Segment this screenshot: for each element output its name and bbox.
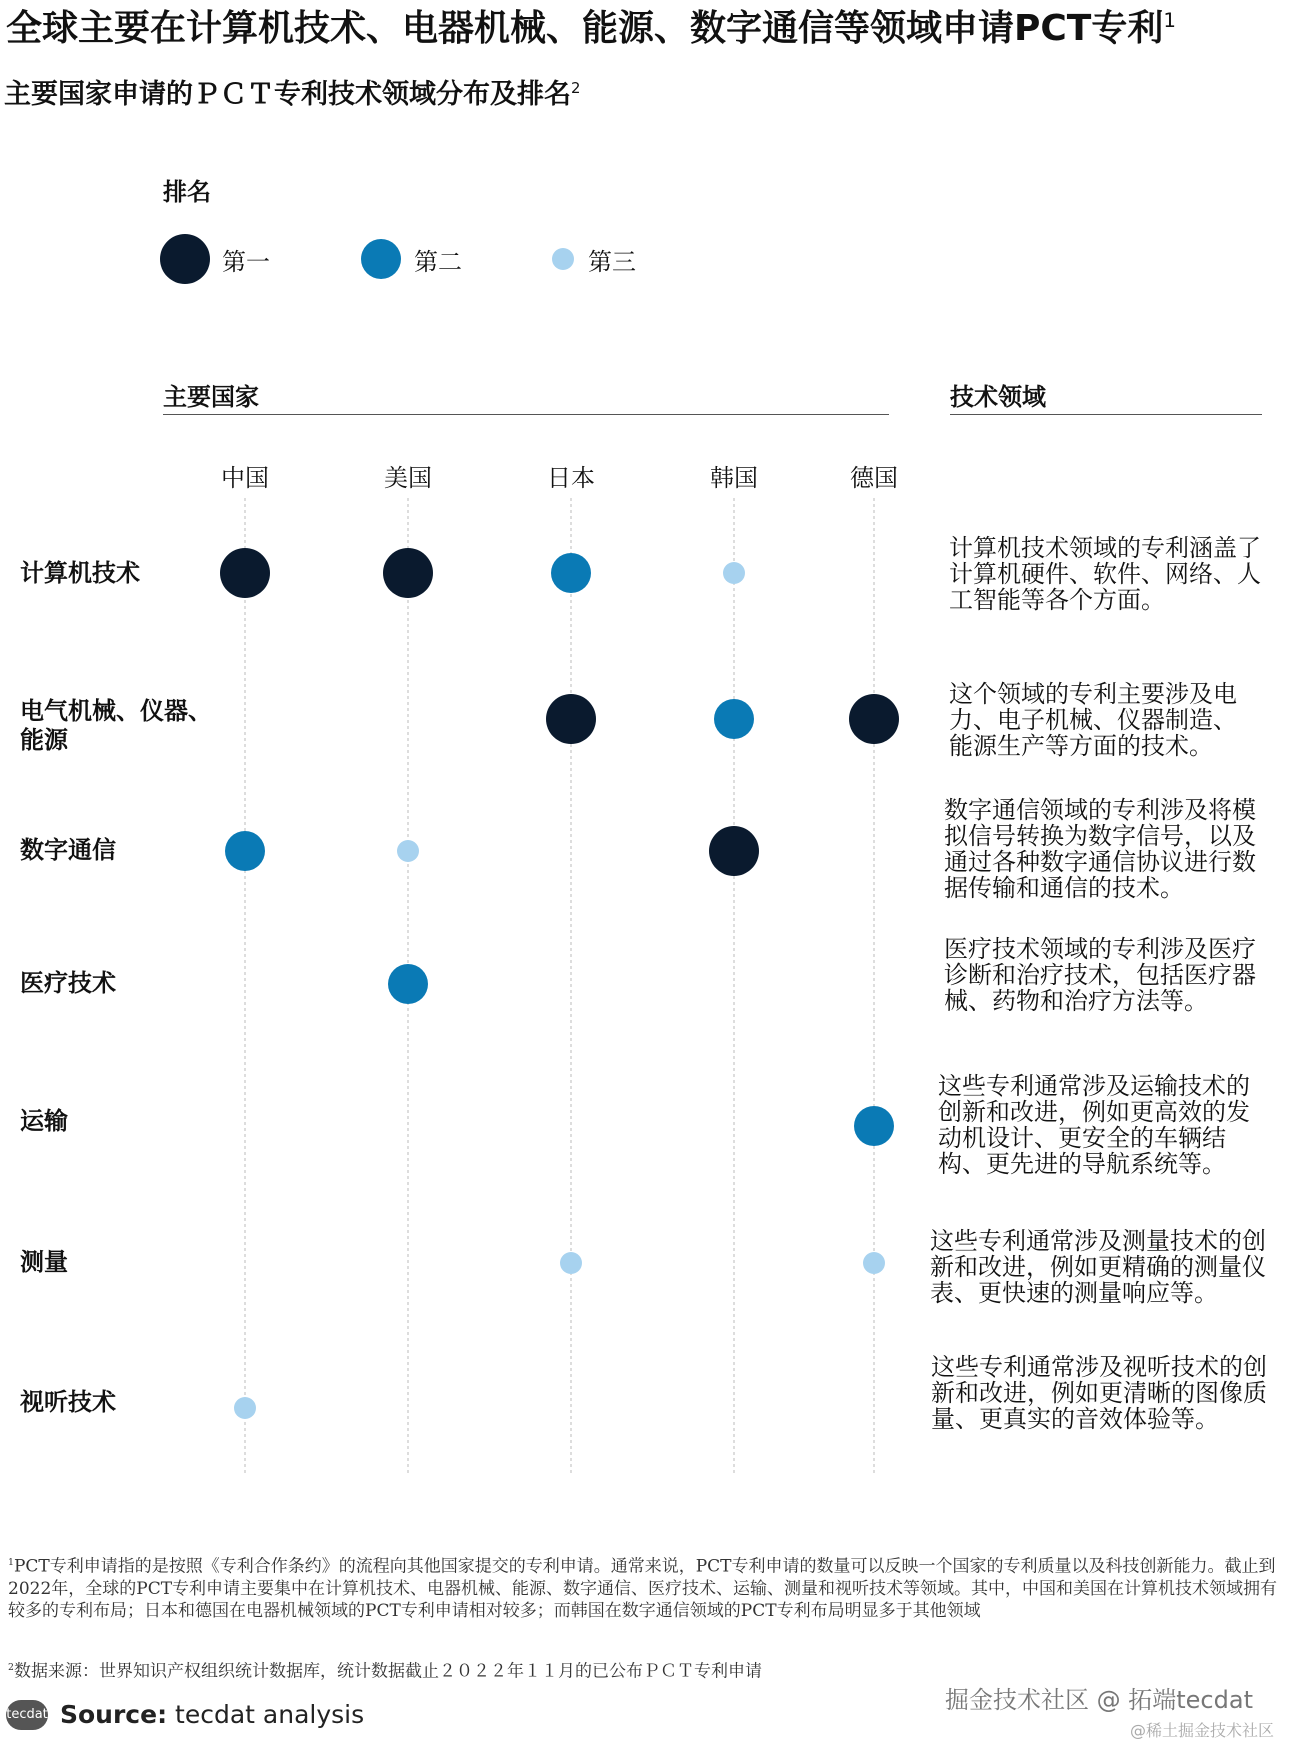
rank-dot bbox=[220, 548, 270, 598]
title-footnote-mark: 1 bbox=[1163, 9, 1176, 32]
desc-line: 医疗技术领域的专利涉及医疗 bbox=[944, 935, 1256, 963]
watermark-small: @稀土掘金技术社区 bbox=[1130, 1721, 1275, 1740]
footnote-2-mark: 2 bbox=[8, 1662, 14, 1673]
desc-line: 力、电子机械、仪器制造、 bbox=[949, 706, 1237, 734]
desc-line: 这个领域的专利主要涉及电 bbox=[949, 680, 1237, 708]
rank-dot bbox=[383, 548, 433, 598]
source-line bbox=[60, 1700, 364, 1729]
desc-line: 这些专利通常涉及视听技术的创 bbox=[931, 1353, 1267, 1381]
footnote-1 bbox=[8, 1552, 1288, 1622]
tecdat-logo: tecdat bbox=[6, 1700, 48, 1730]
desc-line: 据传输和通信的技术。 bbox=[944, 874, 1184, 902]
footnote-2 bbox=[8, 1657, 1288, 1683]
countries-header: 主要国家 bbox=[163, 383, 259, 411]
desc-line: 量、更真实的音效体验等。 bbox=[931, 1405, 1219, 1433]
country-label-germany: 德国 bbox=[850, 464, 898, 492]
rank-dot bbox=[709, 826, 759, 876]
footnote-1-text: PCT专利申请指的是按照《专利合作条约》的流程向其他国家提交的专利申请。通常来说，PCT专利申请的数量可以反映一个国家的专利质量以及科技创新能力。截止到2022年，全球的PCT专利申请主要集中在计算机技术、电器机械、能源、数字通信、医疗技术、运输、测量和视听技术等领域。其中，中国和美国在计算机技术领域拥有较多的专利布局；日本和德国在电器机械领域的PCT专利申请相对较多；而韩国在数字通信领域的PCT专利布局明显多于其他领域 bbox=[8, 1556, 1278, 1621]
legend-label-first: 第一 bbox=[222, 248, 270, 276]
rank-dot bbox=[225, 831, 265, 871]
desc-line: 这些专利通常涉及测量技术的创 bbox=[930, 1227, 1266, 1255]
desc-line: 这些专利通常涉及运输技术的 bbox=[938, 1072, 1250, 1100]
rank-dot bbox=[863, 1252, 885, 1274]
desc-line: 通过各种数字通信协议进行数 bbox=[944, 848, 1256, 876]
fields-header: 技术领域 bbox=[950, 383, 1046, 411]
desc-line: 表、更快速的测量响应等。 bbox=[930, 1279, 1218, 1307]
subtitle-footnote-mark: 2 bbox=[571, 79, 581, 97]
desc-line: 能源生产等方面的技术。 bbox=[949, 732, 1213, 760]
row-label-medical-tech: 医疗技术 bbox=[20, 969, 116, 997]
country-label-usa: 美国 bbox=[384, 464, 432, 492]
row-label-transport: 运输 bbox=[20, 1107, 68, 1135]
legend-title: 排名 bbox=[163, 178, 211, 206]
footnote-1-mark: 1 bbox=[8, 1557, 14, 1568]
legend-dot-rank-2 bbox=[361, 239, 401, 279]
source-label: Source: bbox=[60, 1700, 168, 1729]
legend-label-third: 第三 bbox=[588, 248, 636, 276]
country-label-japan: 日本 bbox=[547, 464, 595, 492]
rank-dot bbox=[714, 699, 754, 739]
watermark-main: 掘金技术社区 @ 拓端tecdat bbox=[945, 1686, 1253, 1714]
desc-line: 新和改进，例如更清晰的图像质 bbox=[931, 1379, 1267, 1407]
chart-subtitle: 主要国家申请的ＰＣＴ专利技术领域分布及排名$^2$ bbox=[4, 79, 581, 110]
desc-line: 动机设计、更安全的车辆结 bbox=[938, 1124, 1226, 1152]
rank-dot bbox=[560, 1252, 582, 1274]
desc-line: 工智能等各个方面。 bbox=[949, 586, 1165, 614]
country-label-korea: 韩国 bbox=[710, 464, 758, 492]
rank-dot bbox=[388, 964, 428, 1004]
row-label-audiovisual: 视听技术 bbox=[20, 1388, 116, 1416]
rank-dot bbox=[723, 562, 745, 584]
rank-dot bbox=[234, 1397, 256, 1419]
desc-line: 新和改进，例如更精确的测量仪 bbox=[930, 1253, 1266, 1281]
rank-dot bbox=[854, 1106, 894, 1146]
desc-line: 械、药物和治疗方法等。 bbox=[944, 987, 1208, 1015]
row-label-electrical-line1: 电气机械、仪器、 bbox=[20, 697, 212, 725]
desc-line: 诊断和治疗技术，包括医疗器 bbox=[944, 961, 1256, 989]
desc-line: 数字通信领域的专利涉及将模 bbox=[944, 796, 1256, 824]
page-title: 全球主要在计算机技术、电器机械、能源、数字通信等领域申请PCT专利$^1$ bbox=[6, 8, 1176, 49]
row-label-electrical-line2: 能源 bbox=[20, 726, 68, 754]
source-text: tecdat analysis bbox=[167, 1700, 365, 1729]
country-label-china: 中国 bbox=[221, 464, 269, 492]
rank-dot bbox=[546, 694, 596, 744]
desc-line: 构、更先进的导航系统等。 bbox=[938, 1150, 1226, 1178]
footnote-2-text: 数据来源：世界知识产权组织统计数据库，统计数据截止２０２２年１１月的已公布ＰＣＴ专利申请 bbox=[13, 1661, 762, 1682]
row-label-measurement: 测量 bbox=[20, 1248, 68, 1276]
rank-dot bbox=[551, 553, 591, 593]
rank-dot bbox=[849, 694, 899, 744]
row-label-digital-comm: 数字通信 bbox=[20, 836, 116, 864]
legend-label-second: 第二 bbox=[414, 248, 462, 276]
row-label-computer-tech: 计算机技术 bbox=[20, 559, 140, 587]
rank-dot bbox=[397, 840, 419, 862]
desc-line: 计算机硬件、软件、网络、人 bbox=[949, 560, 1261, 588]
desc-line: 拟信号转换为数字信号，以及 bbox=[944, 822, 1256, 850]
legend-dot-rank-3 bbox=[552, 248, 574, 270]
legend-dot-rank-1 bbox=[160, 234, 210, 284]
desc-line: 创新和改进，例如更高效的发 bbox=[938, 1098, 1250, 1126]
desc-line: 计算机技术领域的专利涵盖了 bbox=[949, 534, 1261, 562]
